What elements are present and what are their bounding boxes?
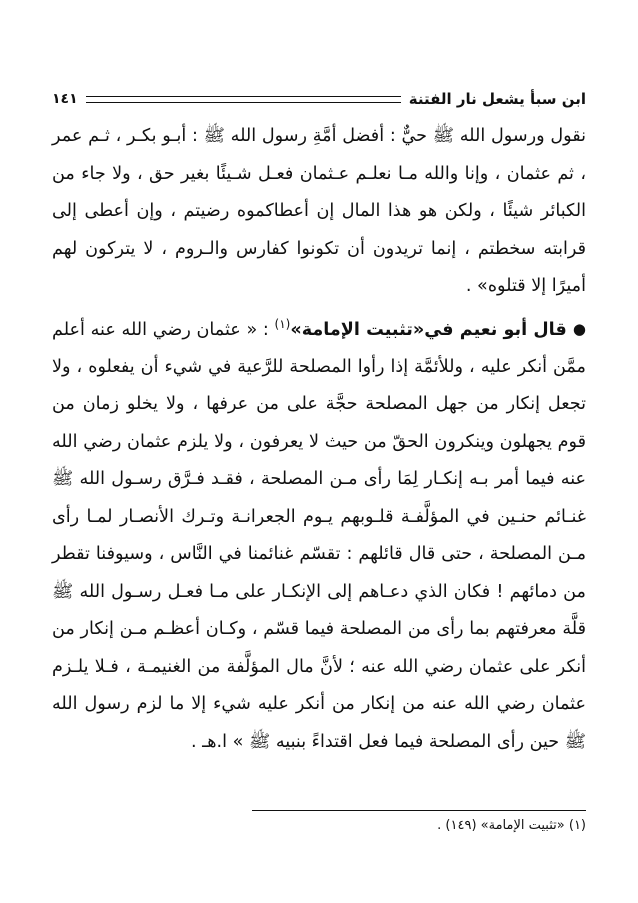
footnote-text: «تثبيت الإمامة» (١٤٩) .	[437, 818, 565, 833]
body-text	[52, 118, 586, 761]
footnote	[52, 818, 586, 833]
paragraph-1: نقول ورسول الله ﷺ حيٌّ : أفضل أمَّةِ رسول الله ﷺ : أبـو بكـر ، ثـم عمر ، ثم عثمان ، وإنا والله مـا نعلـم عـثمان فعـل شـيئًا بغير حق ، ولا جاء من الكبائر شيئًا ، ولكن هو هذا المال إن أعطاكموه رضيتم ، وإن أعطى إلى قرابته سخطتم ، إنما تريدون أن تكونوا كفارس والـروم ، لا يتركون لهم أميرًا إلا قتلوه» .	[52, 126, 586, 296]
running-header	[52, 88, 586, 110]
paragraph-2-text: : « عثمان رضي الله عنه أعلم ممَّن أنكر عليه ، وللأئمَّة إذا رأوا المصلحة للرَّعية في شيء أن يفعلوه ، ولا تجعل إنكار من جهل المصلحة حجَّة على من عرفها ، ولا يخلو زمان من قوم يجهلون وينكرون الحقّ من حيث لا يعرفون ، ولا يلزم عثمان رضي الله عنه فيما أمر بـه إنكـار لِمَا رأى مـن المصلحة ، فقـد فـرَّق رسـول الله ﷺ غنـائم حنـين في المؤلَّفـة قلـوبهم يـوم الجعرانـة وتـرك الأنصـار لمـا رأى مـن المصلحة ، حتى قال قائلهم : تقسّم غنائمنا في النَّاس ، وسيوفنا تقطر من دمائهم ! فكان الذي دعـاهم إلى الإنكـار على مـا فعـل رسـول الله ﷺ قلَّة معرفتهم بما رأى من المصلحة فيما قسّم ، وكـان أعظـم مـن إنكار من أنكر على عثمان رضي الله عنه ؛ لأنَّ مال المؤلَّفة من الغنيمـة ، فـلا يلـزم عثمان رضي الله عنه من إنكار من أنكر عليه شيء إلا ما لزم رسول الله ﷺ حين رأى المصلحة فيما فعل اقتداءً بنبيه ﷺ » ا.هـ .	[52, 319, 586, 752]
bullet-icon: ●	[572, 320, 586, 339]
footnote-rule	[252, 810, 586, 811]
page-content	[52, 88, 586, 761]
footnote-marker: (١)	[568, 818, 586, 833]
page-number: ١٤١	[52, 91, 78, 107]
footnote-reference: (١)	[274, 316, 291, 331]
paragraph-2	[52, 306, 586, 762]
running-title: ابن سبأ يشعل نار الفتنة	[408, 90, 586, 108]
header-rule	[86, 96, 401, 103]
paragraph-2-lead: قال أبو نعيم في«تثبيت الإمامة»	[290, 319, 567, 340]
